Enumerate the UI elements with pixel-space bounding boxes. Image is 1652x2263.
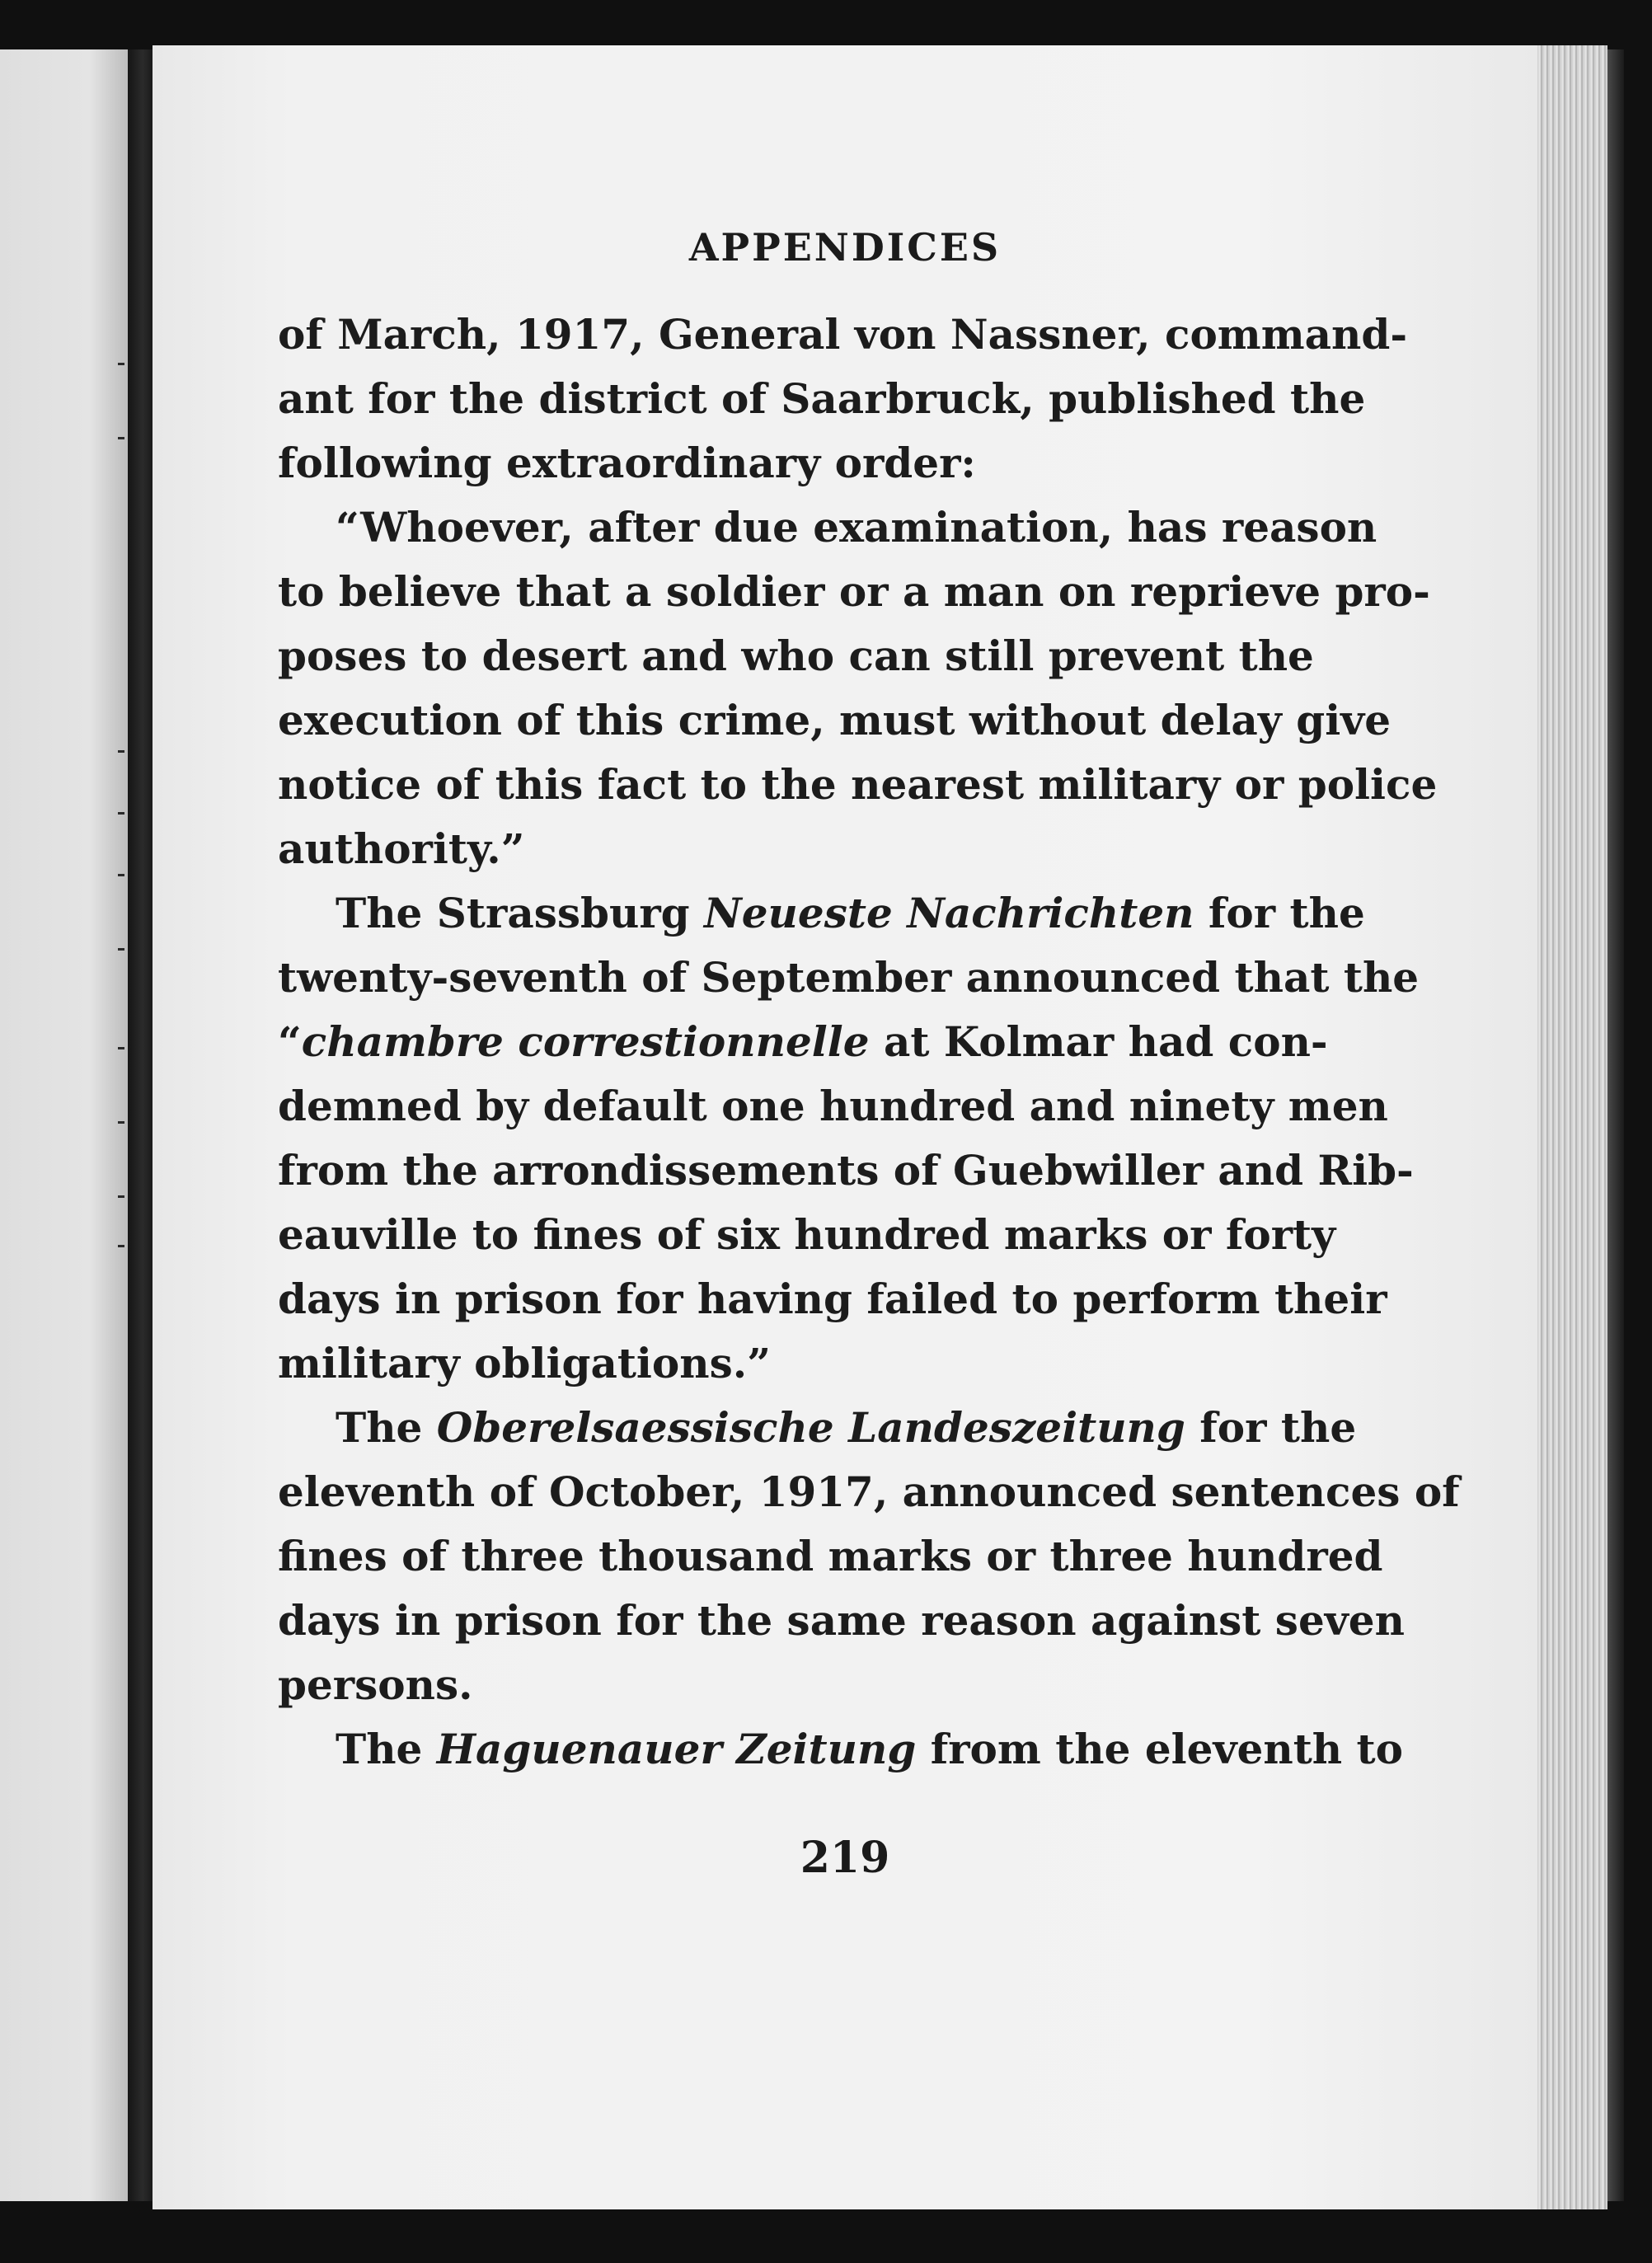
text-line: persons. <box>278 1660 473 1709</box>
text-line: notice of this fact to the nearest military or police <box>278 760 1438 809</box>
italic-title: Neueste Nachrichten <box>704 889 1194 937</box>
book-gutter <box>128 49 153 2201</box>
facing-page-mark <box>118 363 124 365</box>
text-line: military obligations.” <box>278 1339 771 1387</box>
paragraph <box>278 1717 1404 1782</box>
facing-page-mark <box>118 1245 124 1247</box>
paragraph <box>278 881 1420 1396</box>
text-line: from the arrondissements of Guebwiller and Rib- <box>278 1146 1414 1195</box>
page-stack-shadow <box>1607 49 1624 2201</box>
text-line: days in prison for the same reason against seven <box>278 1596 1405 1645</box>
facing-page-mark <box>118 750 124 753</box>
text-line: “Whoever, after due examination, has reason <box>336 503 1377 552</box>
text-line: fines of three thousand marks or three hundred <box>278 1532 1383 1580</box>
text-line: of March, 1917, General von Nassner, command- <box>278 310 1408 359</box>
text-line: poses to desert and who can still prevent the <box>278 631 1314 680</box>
text-line: ant for the district of Saarbruck, published the <box>278 374 1366 423</box>
book-page <box>153 45 1537 2209</box>
text-line: authority.” <box>278 824 525 873</box>
text-line: The Haguenauer Zeitung from the eleventh to <box>336 1725 1404 1773</box>
page-number: 219 <box>800 1833 890 1883</box>
text-line: execution of this crime, must without delay give <box>278 696 1392 744</box>
text-line: twenty-seventh of September announced that the <box>278 953 1420 1002</box>
paragraph <box>278 495 1438 881</box>
paragraph <box>278 303 1408 495</box>
running-head: APPENDICES <box>688 225 1002 270</box>
text-line: The Oberelsaessische Landeszeitung for the <box>336 1403 1357 1452</box>
text-line: days in prison for having failed to perform their <box>278 1275 1387 1323</box>
facing-page-mark <box>118 1195 124 1198</box>
facing-page-mark <box>118 948 124 951</box>
facing-page-mark <box>118 1121 124 1124</box>
text-line: eleventh of October, 1917, announced sentences of <box>278 1467 1460 1516</box>
facing-page-mark <box>118 437 124 439</box>
facing-page-mark <box>118 812 124 815</box>
facing-page-mark <box>118 874 124 876</box>
text-line: following extraordinary order: <box>278 439 976 487</box>
facing-page-edge <box>0 49 128 2201</box>
paragraph <box>278 1396 1460 1717</box>
text-line: The Strassburg Neueste Nachrichten for the <box>336 889 1365 937</box>
text-line: to believe that a soldier or a man on reprieve pro- <box>278 567 1430 616</box>
text-line: demned by default one hundred and ninety men <box>278 1082 1388 1130</box>
page-stack-edges <box>1537 45 1607 2209</box>
italic-title: Oberelsaessische Landeszeitung <box>436 1403 1185 1452</box>
text-line: “chambre correstionnelle at Kolmar had con- <box>278 1017 1328 1066</box>
text-line: eauville to fines of six hundred marks or forty <box>278 1210 1336 1259</box>
facing-page-mark <box>118 1047 124 1049</box>
body-text <box>278 303 1460 1782</box>
italic-title: Haguenauer Zeitung <box>436 1725 917 1773</box>
italic-title: chambre correstionnelle <box>301 1017 870 1066</box>
